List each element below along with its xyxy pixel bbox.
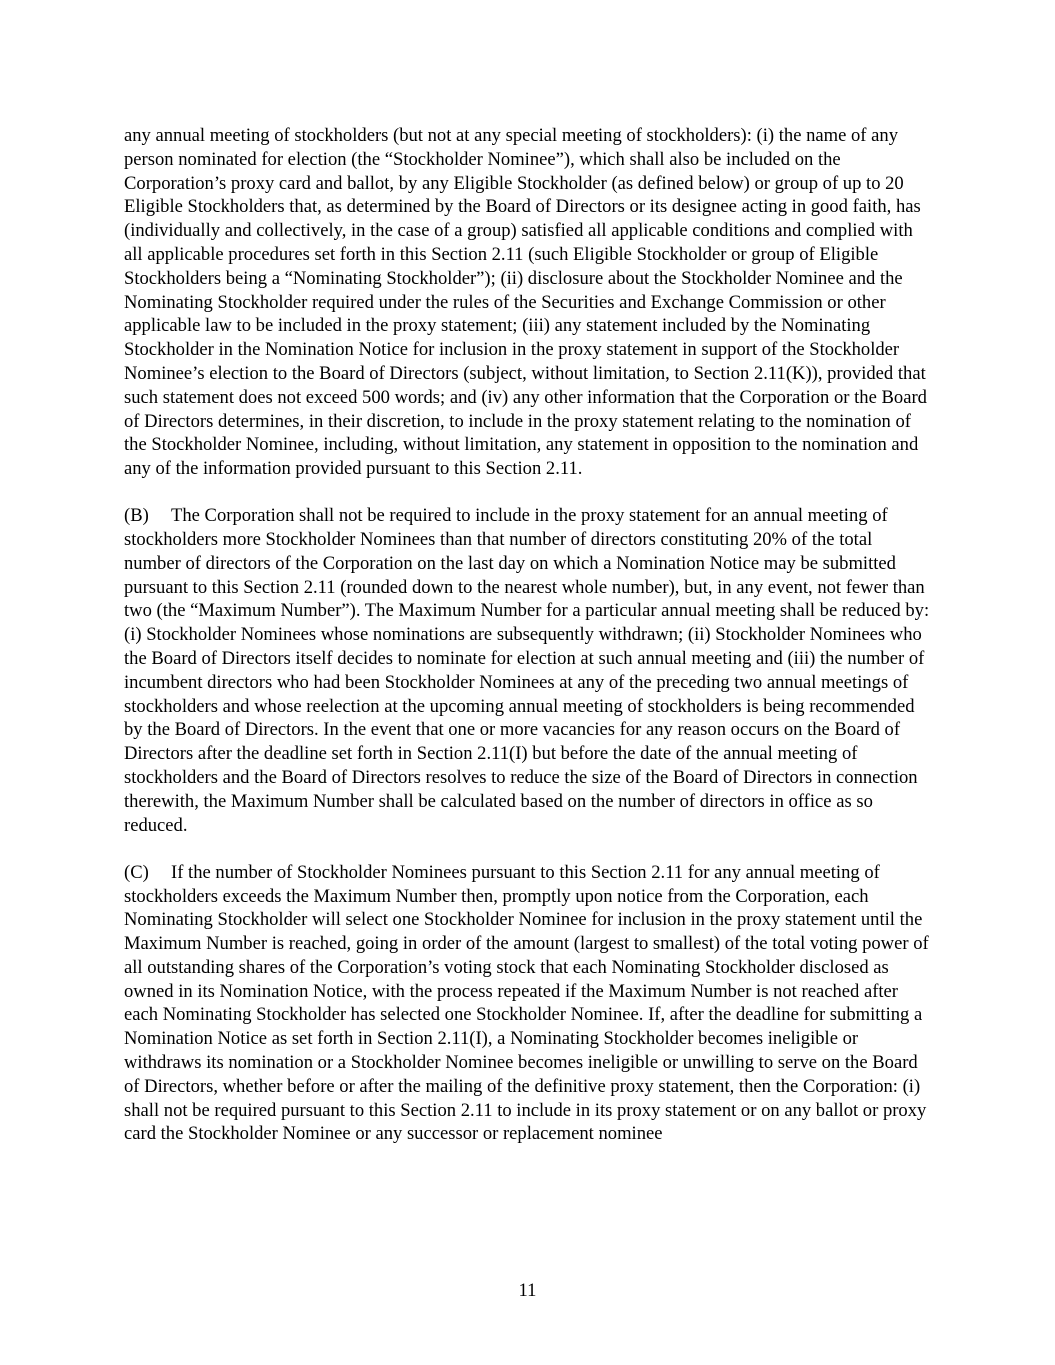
paragraph-a-continuation xyxy=(124,124,932,481)
paragraph-text: any annual meeting of stockholders (but not at any special meeting of stockholders): (i) the name of any person nominated for election (the “Stockholder Nominee”), which shall also be included on the Corporation’s proxy card and ballot, by any Eligible Stockholder (as defined below) or group of up to 20 Eligible Stockholders that, as determined by the Board of Directors or its designee acting in good faith, has (individually and collectively, in the case of a group) satisfied all applicable conditions and complied with all applicable procedures set forth in this Section 2.11 (such Eligible Stockholder or group of Eligible Stockholders being a “Nominating Stockholder”); (ii) disclosure about the Stockholder Nominee and the Nominating Stockholder required under the rules of the Securities and Exchange Commission or other applicable law to be included in the proxy statement; (iii) any statement included by the Nominating Stockholder in the Nomination Notice for inclusion in the proxy statement in support of the Stockholder Nominee’s election to the Board of Directors (subject, without limitation, to Section 2.11(K)), provided that such statement does not exceed 500 words; and (iv) any other information that the Corporation or the Board of Directors determines, in their discretion, to include in the proxy statement relating to the nomination of the Stockholder Nominee, including, without limitation, any statement in opposition to the nomination and any of the information provided pursuant to this Section 2.11. xyxy=(124,125,927,480)
paragraph-label: (B) xyxy=(124,505,149,527)
paragraph-text: The Corporation shall not be required to include in the proxy statement for an annual meeting of stockholders more Stockholder Nominees than that number of directors constituting 20% of the total number of directors of the Corporation on the last day on which a Nomination Notice may be submitted pursuant to this Section 2.11 (rounded down to the nearest whole number), but, in any event, not fewer than two (the “Maximum Number”). The Maximum Number for a particular annual meeting shall be reduced by: (i) Stockholder Nominees whose nominations are subsequently withdrawn; (ii) Stockholder Nominees who the Board of Directors itself decides to nominate for election at such annual meeting and (iii) the number of incumbent directors who had been Stockholder Nominees at any of the preceding two annual meetings of stockholders and whose reelection at the upcoming annual meeting of stockholders is being recommended by the Board of Directors. In the event that one or more vacancies for any reason occurs on the Board of Directors after the deadline set forth in Section 2.11(I) but before the date of the annual meeting of stockholders and the Board of Directors resolves to reduce the size of the Board of Directors in connection therewith, the Maximum Number shall be calculated based on the number of directors in office as so reduced. xyxy=(124,505,930,836)
paragraph-b xyxy=(124,504,932,837)
paragraph-c xyxy=(124,861,932,1147)
paragraph-label: (C) xyxy=(124,861,149,883)
paragraph-text: If the number of Stockholder Nominees pursuant to this Section 2.11 for any annual meeting of stockholders exceeds the Maximum Number then, promptly upon notice from the Corporation, each Nominating Stockholder will select one Stockholder Nominee for inclusion in the proxy statement until the Maximum Number is reached, going in order of the amount (largest to smallest) of the total voting power of all outstanding shares of the Corporation’s voting stock that each Nominating Stockholder disclosed as owned in its Nomination Notice, with the process repeated if the Maximum Number is not reached after each Nominating Stockholder has selected one Stockholder Nominee. If, after the deadline for submitting a Nomination Notice as set forth in Section 2.11(I), a Nominating Stockholder becomes ineligible or withdraws its nomination or a Stockholder Nominee becomes ineligible or unwilling to serve on the Board of Directors, whether before or after the mailing of the definitive proxy statement, then the Corporation: (i) shall not be required pursuant to this Section 2.11 to include in its proxy statement or on any ballot or proxy card the Stockholder Nominee or any successor or replacement nominee xyxy=(124,861,929,1145)
page-number: 11 xyxy=(518,1280,537,1301)
document-page xyxy=(124,124,932,1170)
